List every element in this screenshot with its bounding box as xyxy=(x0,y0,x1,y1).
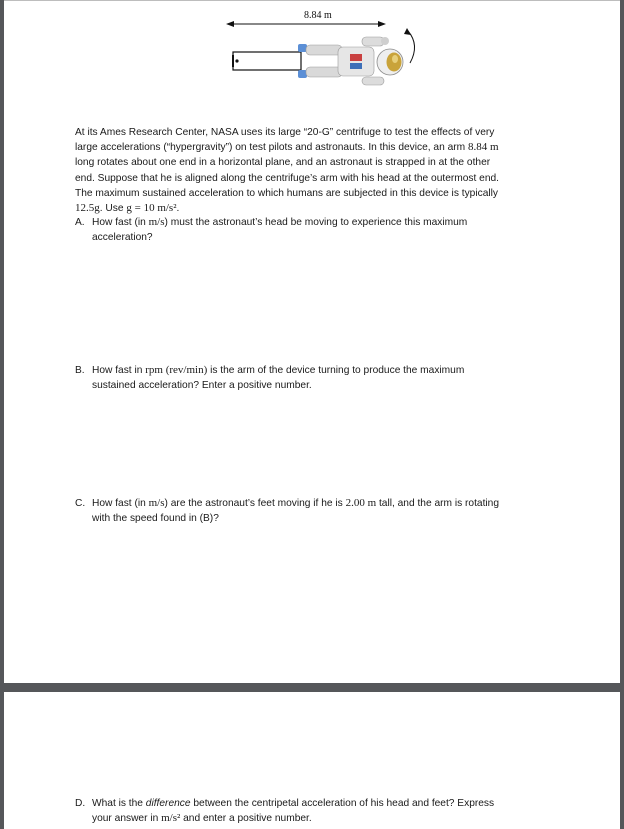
intro-line: 12.5g. Use g = 10 m/s². xyxy=(75,202,180,215)
astronaut-icon xyxy=(298,37,403,85)
intro-line: The maximum sustained acceleration to which humans are subjected in this device is typically xyxy=(75,187,498,199)
page-1 xyxy=(4,0,620,683)
problem-statement xyxy=(75,125,555,216)
question-c: C. How fast (in m/s) are the astronaut’s feet moving if he is 2.00 m tall, and the arm is rotating with the speed found in (B)? xyxy=(75,497,500,525)
intro-line: long rotates about one end in a horizontal plane, and an astronaut is strapped in at the other xyxy=(75,157,491,169)
question-letter: A. xyxy=(75,217,85,228)
question-letter: B. xyxy=(75,365,85,376)
question-a: A. How fast (in m/s) must the astronaut’s head be moving to experience this maximum acceleration? xyxy=(75,216,468,244)
page-2 xyxy=(4,692,620,829)
arm-length-label: 8.84 m xyxy=(304,10,332,21)
question-letter: C. xyxy=(75,498,86,509)
question-letter: D. xyxy=(75,798,86,809)
centrifuge-arm-icon xyxy=(233,52,301,70)
centrifuge-figure xyxy=(204,7,434,87)
intro-line: large accelerations (“hypergravity”) on test pilots and astronauts. In this device, an arm 8.84 m xyxy=(75,141,499,154)
question-b: B. How fast in rpm (rev/min) is the arm of the device turning to produce the maximum sustained acceleration? Enter a positive number. xyxy=(75,364,465,392)
arm-length-value: 8.84 m xyxy=(467,141,499,154)
intro-line: end. Suppose that he is aligned along the centrifuge’s arm with his head at the outermost end. xyxy=(75,172,499,184)
question-d: D. What is the difference between the centripetal acceleration of his head and feet? Express your answer in m/s² and enter a positive number. xyxy=(75,798,495,825)
gravity-value: g = 10 m/s² xyxy=(126,202,177,215)
emphasis-text: difference xyxy=(145,798,191,809)
acceleration-value: 12.5g xyxy=(75,202,100,215)
rotation-arrow-icon xyxy=(404,28,415,63)
intro-line: At its Ames Research Center, NASA uses its large “20-G” centrifuge to test the effects of very xyxy=(75,127,495,138)
dimension-arrow-icon xyxy=(226,21,386,27)
